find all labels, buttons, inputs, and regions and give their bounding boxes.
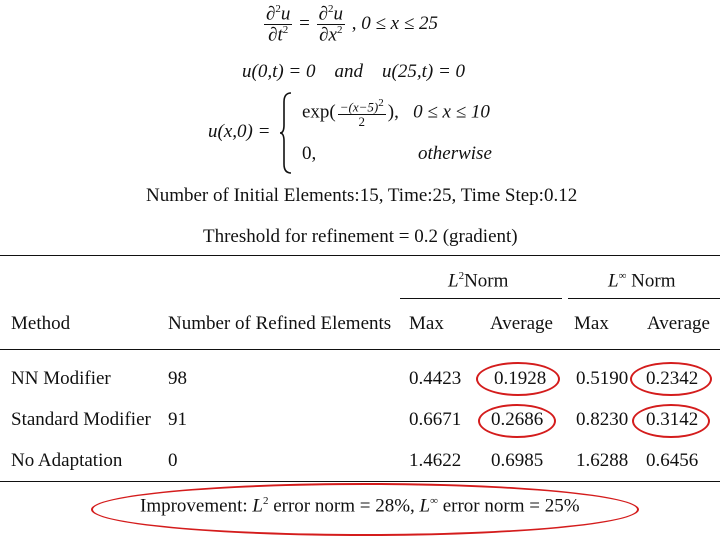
group-rule-linf [568,298,720,299]
header-l2-max: Max [409,313,444,334]
l2-norm-group-header: $L^2Norm$ [448,270,509,292]
header-refined-elements: Number of Refined Elements [168,313,392,334]
row-nn-method: NN Modifier [11,368,111,389]
refinement-threshold: Threshold for refinement = 0.2 (gradient) [203,226,518,247]
initial-case-1: exp( $\frac{-(x-5)^2}{2}$ ), 0 ≤ x ≤ 10 [302,97,490,129]
table-top-rule [0,255,720,256]
highlight-nn-linf-average [630,362,712,396]
highlight-nn-l2-average [476,362,560,396]
row-nn-linf-avg: 0.2342 [646,368,699,389]
highlight-standard-linf-average [632,404,710,438]
highlight-standard-l2-average [478,404,556,438]
row-standard-method: Standard Modifier [11,409,151,430]
row-standard-linf-avg: 0.3142 [646,409,699,430]
row-standard-l2-max: 0.6671 [409,409,462,430]
header-rule [0,349,720,350]
row-standard-refined: 91 [168,409,187,430]
row-none-l2-avg: 0.6985 [491,450,544,471]
row-nn-l2-max: 0.4423 [409,368,462,389]
d2u-dt2-fraction: $\frac{\partial^2u}{\partial t^2}$ [266,3,291,46]
row-none-linf-max: 1.6288 [576,450,629,471]
pde-equation: $\frac{\partial^2u}{\partial t^2}$ = $\frac{\partial^2u}{\partial x^2}$ , 0 ≤ x ≤ 25 [266,3,439,46]
row-none-method: No Adaptation [11,450,123,471]
row-standard-l2-avg: 0.2686 [491,409,544,430]
linf-norm-group-header: L∞ Norm [608,270,676,292]
boundary-conditions [242,61,465,83]
header-method: Method [11,313,71,334]
row-nn-l2-avg: 0.1928 [494,368,547,389]
case-2-condition: otherwise [418,143,492,164]
improvement-summary: Improvement: $L^2$ error norm = 28%, L∞ error norm = 25% [140,495,580,517]
left-brace [280,92,292,174]
boundary-and: and [334,61,364,82]
group-rule-l2 [400,298,562,299]
row-standard-linf-max: 0.8230 [576,409,629,430]
row-none-l2-max: 1.4622 [409,450,462,471]
initial-case-2: 0, otherwise [302,143,492,164]
header-linf-max: Max [574,313,609,334]
boundary-left: u(0,t) = 0 [242,61,316,82]
pde-domain: 0 ≤ x ≤ 25 [361,13,439,35]
simulation-parameters: Number of Initial Elements:15, Time:25, Time Step:0.12 [146,185,578,206]
row-nn-refined: 98 [168,368,187,389]
boundary-right: u(25,t) = 0 [382,61,466,82]
row-none-linf-avg: 0.6456 [646,450,699,471]
table-bottom-rule [0,481,720,482]
header-linf-average: Average [647,313,710,334]
case-1-range: 0 ≤ x ≤ 10 [413,101,490,123]
d2u-dx2-fraction: $\frac{\partial^2u}{\partial x^2}$ [318,3,343,46]
row-nn-linf-max: 0.5190 [576,368,629,389]
header-l2-average: Average [490,313,553,334]
initial-condition-lhs: u(x,0) = [208,121,271,142]
row-none-refined: 0 [168,450,178,471]
